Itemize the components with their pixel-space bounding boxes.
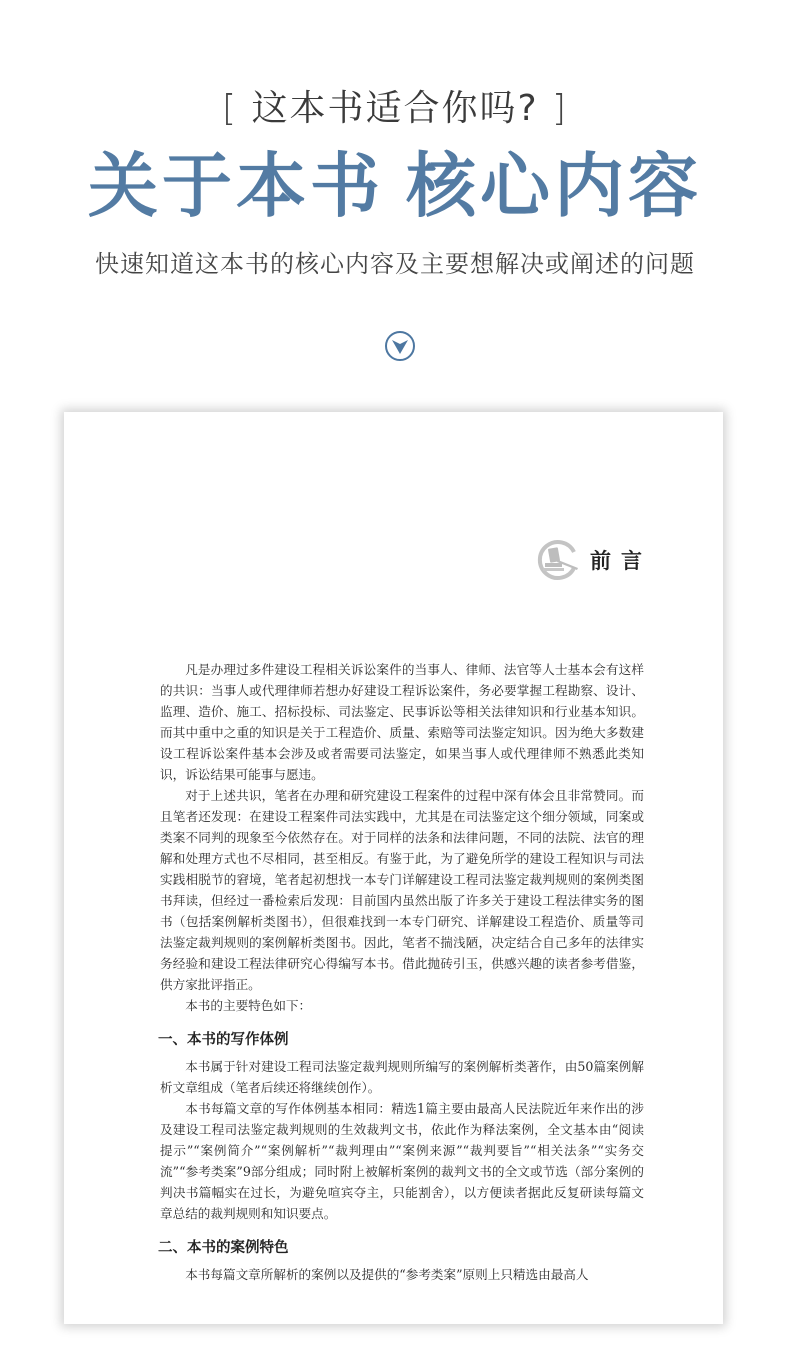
paragraph: 对于上述共识，笔者在办理和研究建设工程案件的过程中深有体会且非常赞同。而且笔者还发现：在建设工程案件司法实践中，尤其是在司法鉴定这个细分领域，同案或类案不同判的现象至今依然存在。对于同样的法条和法律问题，不同的法院、法官的理解和处理方式也不尽相同，甚至相反。有鉴于此，为了避免所学的建设工程知识与司法实践相脱节的窘境，笔者起初想找一本专门详解建设工程司法鉴定裁判规则的案例类图书拜读，但经过一番检索后发现：目前国内虽然出版了许多关于建设工程法律实务的图书（包括案例解析类图书），但很难找到一本专门研究、详解建设工程造价、质量等司法鉴定裁判规则的案例解析类图书。因此，笔者不揣浅陋，决定结合自己多年的法律实务经验和建设工程法律研究心得编写本书。借此抛砖引玉，供感兴趣的读者参考借鉴，供方家批评指正。 xyxy=(160,788,644,992)
kicker-open-bracket: [ xyxy=(221,88,238,129)
section-heading: 二、本书的案例特色 xyxy=(158,1240,289,1256)
chevron-down-icon xyxy=(391,338,409,356)
preface-body xyxy=(160,659,644,1285)
paragraph: 本书每篇文章所解析的案例以及提供的“参考类案”原则上只精选由最高人 xyxy=(185,1267,589,1282)
book-page-preview xyxy=(64,412,723,1324)
main-title xyxy=(0,146,790,226)
paragraph: 本书属于针对建设工程司法鉴定裁判规则所编写的案例解析类著作，由50篇案例解析文章组成（笔者后续还将继续创作）。 xyxy=(160,1059,644,1095)
section-heading: 一、本书的写作体例 xyxy=(158,1032,289,1048)
preface-heading xyxy=(536,538,652,582)
section-kicker xyxy=(0,80,790,131)
preface-title: 前言 xyxy=(590,548,652,573)
kicker-text: 这本书适合你吗? xyxy=(251,88,539,129)
kicker-close-bracket: ] xyxy=(552,88,569,129)
paragraph: 本书的主要特色如下： xyxy=(185,998,312,1013)
paragraph: 本书每篇文章的写作体例基本相同：精选1篇主要由最高人民法院近年来作出的涉及建设工程司法鉴定裁判规则的生效裁判文书，依此作为释法案例，全文基本由“阅读提示”“案例简介”“案例解析”“裁判理由”“案例来源”“裁判要旨”“相关法条”“实务交流”“参考类案”9部分组成；同时附上被解析案例的裁判文书的全文或节选（部分案例的判决书篇幅实在过长，为避免喧宾夺主，只能割舍），以方便读者据此反复研读每篇文章总结的裁判规则和知识要点。 xyxy=(160,1101,644,1221)
subtitle: 快速知道这本书的核心内容及主要想解决或阐述的问题 xyxy=(95,250,695,278)
main-title-part2: 核心内容 xyxy=(406,144,702,227)
paragraph: 凡是办理过多件建设工程相关诉讼案件的当事人、律师、法官等人士基本会有这样的共识：当事人或代理律师若想办好建设工程诉讼案件，务必要掌握工程勘察、设计、监理、造价、施工、招标投标、司法鉴定、民事诉讼等相关法律知识和行业基本知识。而其中重中之重的知识是关于工程造价、质量、索赔等司法鉴定知识。因为绝大多数建设工程诉讼案件基本会涉及或者需要司法鉴定，如果当事人或代理律师不熟悉此类知识，诉讼结果可能事与愿违。 xyxy=(160,662,644,782)
main-title-part1: 关于本书 xyxy=(88,144,384,227)
gavel-icon xyxy=(536,538,580,582)
scroll-down-button[interactable] xyxy=(385,331,415,361)
